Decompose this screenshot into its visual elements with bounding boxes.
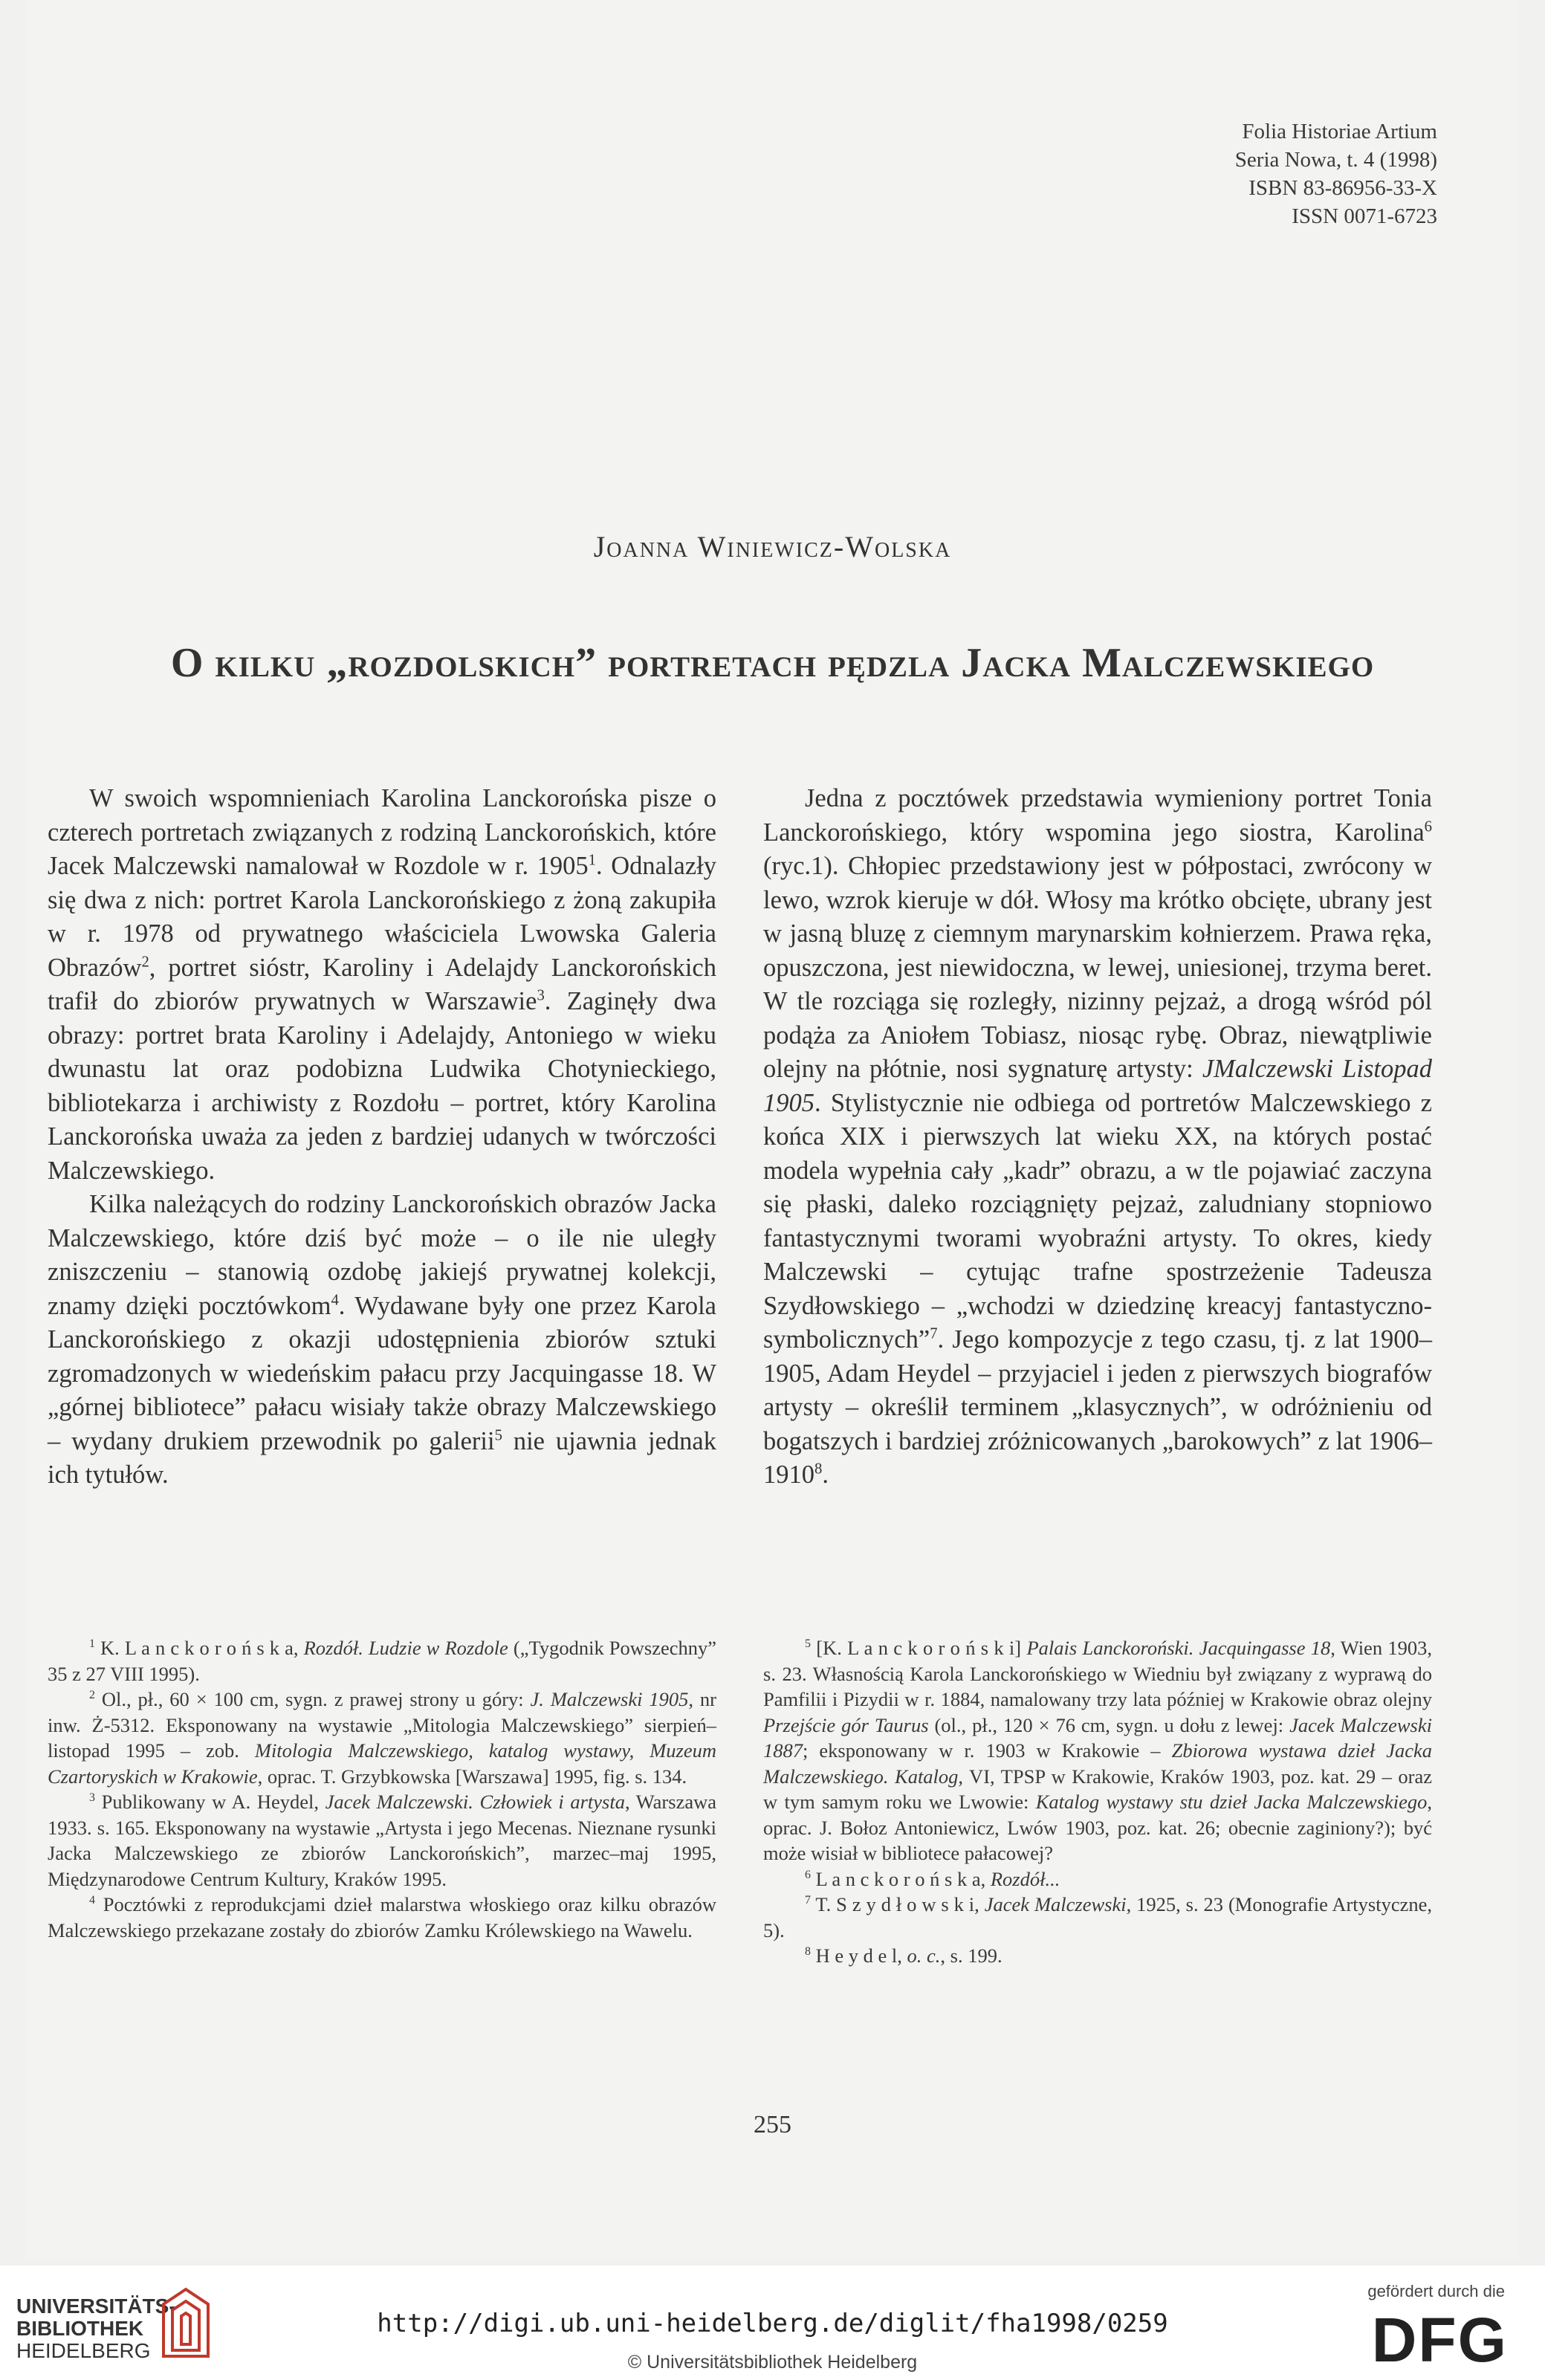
library-line-2: BIBLIOTHEK xyxy=(16,2317,144,2340)
journal-series: Seria Nowa, t. 4 (1998) xyxy=(1234,148,1437,172)
body-column-right xyxy=(763,782,1432,1493)
copyright-notice: © Universitätsbibliothek Heidelberg xyxy=(627,2352,918,2373)
footnote: $^5$ [K. L a n c k o r o ń s k i] Palais Lanckoroński. Jacquingasse 18, Wien 1903, s. 23. Własnością Karola Lanckorońskiego w Wiedniu był związany z wyprawą do Pamfilii i Pizydii w r. 1884, namalowany trzy lata później w Krakowie obraz olejny Przejście gór Taurus (ol., pł., 120 × 76 cm, sygn. u dołu z lewej: Jacek Malczewski 1887; eksponowany w r. 1903 w Krakowie – Zbiorowa wystawa dzieł Jacka Malczewskiego. Katalog, VI, TPSP w Krakowie, Kraków 1903, poz. kat. 29 – oraz w tym samym roku we Lwowie: Katalog wystawy stu dzieł Jacka Malczewskiego, oprac. J. Bołoz Antoniewicz, Lwów 1903, poz. kat. 26; obecnie zaginiony?); być może wisiał w bibliotece pałacowej? xyxy=(763,1637,1432,1864)
footnote: $^2$ Ol., pł., 60 × 100 cm, sygn. z prawej strony u góry: J. Malczewski 1905, nr inw. Ż-5312. Eksponowany na wystawie „Mitologia Malczewskiego” sierpień–listopad 1995 – zob. Mitologia Malczewskiego, katalog wystawy, Muzeum Czartoryskich w Krakowie, oprac. T. Grzybkowska [Warszawa] 1995, fig. s. 134. xyxy=(48,1688,716,1788)
paragraph: Jedna z pocztówek przedstawia wymieniony portret Tonia Lanckorońskiego, który wspomina jego siostra, Karolina$^6$ (ryc.1). Chłopiec przedstawiony jest w półpostaci, zwrócony w lewo, wzrok kieruje w dół. Włosy ma krótko obcięte, ubrany jest w jasną bluzę z ciemnym marynarskim kołnierzem. Prawa ręka, opuszczona, jest niewidoczna, w lewej, uniesionej, trzyma beret. W tle rozciąga się rozległy, nizinny pejzaż, a drogą wśród pól podąża za Aniołem Tobiasz, niosąc rybę. Obraz, niewątpliwie olejny na płótnie, nosi sygnaturę artysty: JMalczewski Listopad 1905. Stylistycznie nie odbiega od portretów Malczewskiego z końca XIX i pierwszych lat wieku XX, na których postać modela wypełnia cały „kadr” obrazu, a w tle pojawiać zaczyna się płaski, daleko rozciągnięty pejzaż, zaludniany stopniowo fantastycznymi tworami wyobraźni artysty. To okres, kiedy Malczewski – cytując trafne spostrzeżenie Tadeusza Szydłowskiego – „wchodzi w dziedzinę kreacyj fantastyczno-symbolicznych”$^7$. Jego kompozycje z tego czasu, tj. z lat 1900–1905, Adam Heydel – przyjaciel i jeden z pierwszych biografów artysty – określił terminem „klasycznych”, w odróżnieniu od bogatszych i bardziej zróżnicowanych „barokowych” z lat 1906–1910$^8$. xyxy=(763,784,1432,1489)
library-line-3: HEIDELBERG xyxy=(16,2339,151,2362)
footnote: $^8$ H e y d e l, o. c., s. 199. xyxy=(805,1944,1003,1967)
dfg-logo: DFG xyxy=(1371,2305,1508,2375)
body-column-left xyxy=(48,782,716,1493)
footnote: $^4$ Pocztówki z reprodukcjami dzieł malarstwa włoskiego oraz kilku obrazów Malczewskiego przekazane zostały do zbiorów Zamku Królewskiego na Wawelu. xyxy=(48,1893,716,1941)
permalink-url[interactable]: http://digi.ub.uni-heidelberg.de/diglit/fha1998/0259 xyxy=(377,2309,1168,2338)
digitization-footer xyxy=(0,2266,1545,2380)
journal-issn: ISSN 0071-6723 xyxy=(1292,204,1437,228)
journal-name: Folia Historiae Artium xyxy=(1242,120,1437,143)
paragraph: W swoich wspomnieniach Karolina Lanckorońska pisze o czterech portretach związanych z rodziną Lanckorońskich, które Jacek Malczewski namalował w Rozdole w r. 1905$^1$. Odnalazły się dwa z nich: portret Karola Lanckorońskiego z żoną zakupiła w r. 1978 od prywatnego właściciela Lwowska Galeria Obrazów$^2$, portret sióstr, Karoliny i Adelajdy Lanckorońskich trafił do zbiorów prywatnych w Warszawie$^3$. Zaginęły dwa obrazy: portret brata Karoliny i Adelajdy, Antoniego w wieku dwunastu lat oraz podobizna Ludwika Chotynieckiego, bibliotekarza i archiwisty z Rozdołu – portret, który Karolina Lanckorońska uważa za jeden z bardziej udanych w twórczości Malczewskiego. xyxy=(48,784,716,1185)
journal-isbn: ISBN 83-86956-33-X xyxy=(1248,176,1437,200)
footnotes-left xyxy=(48,1635,716,1943)
footnote: $^1$ K. L a n c k o r o ń s k a, Rozdół. Ludzie w Rozdole („Tygodnik Powszechny” 35 z 27 VIII 1995). xyxy=(48,1637,717,1685)
library-line-1: UNIVERSITÄTS- xyxy=(16,2295,176,2318)
journal-info xyxy=(1235,117,1437,230)
footnote: $^7$ T. S z y d ł o w s k i, Jacek Malczewski, 1925, s. 23 (Monografie Artystyczne, 5). xyxy=(763,1893,1433,1941)
footnote: $^3$ Publikowany w A. Heydel, Jacek Malczewski. Człowiek i artysta, Warszawa 1933. s. 165. Eksponowany na wystawie „Artysta i jego Mecenas. Nieznane rysunki Jacka Malczewskiego ze zbiorów Lanckorońskich”, marzec–maj 1995, Międzynarodowe Centrum Kultury, Kraków 1995. xyxy=(48,1791,716,1890)
article-title: O kilku „rozdolskich” portretach pędzla Jacka Malczewskiego xyxy=(170,640,1375,686)
footnotes-right xyxy=(763,1635,1432,1969)
page-number: 255 xyxy=(754,2111,791,2138)
article-author: Joanna Winiewicz-Wolska xyxy=(593,530,952,563)
footnote: $^6$ L a n c k o r o ń s k a, Rozdół... xyxy=(805,1867,1060,1890)
paragraph: Kilka należących do rodziny Lanckorońskich obrazów Jacka Malczewskiego, które dziś być może – o ile nie uległy zniszczeniu – stanowią ozdobę jakiejś prywatnej kolekcji, znamy dzięki pocztówkom$^4$. Wydawane były one przez Karola Lanckorońskiego z okazji udostępnienia zbiorów sztuki zgromadzonych w wiedeńskim pałacu przy Jacquingasse 18. W „górnej bibliotece” pałacu wisiały także obrazy Malczewskiego – wydany drukiem przewodnik po galerii$^5$ nie ujawnia jednak ich tytułów. xyxy=(48,1190,716,1489)
funder-label: gefördert durch die xyxy=(1367,2282,1505,2300)
